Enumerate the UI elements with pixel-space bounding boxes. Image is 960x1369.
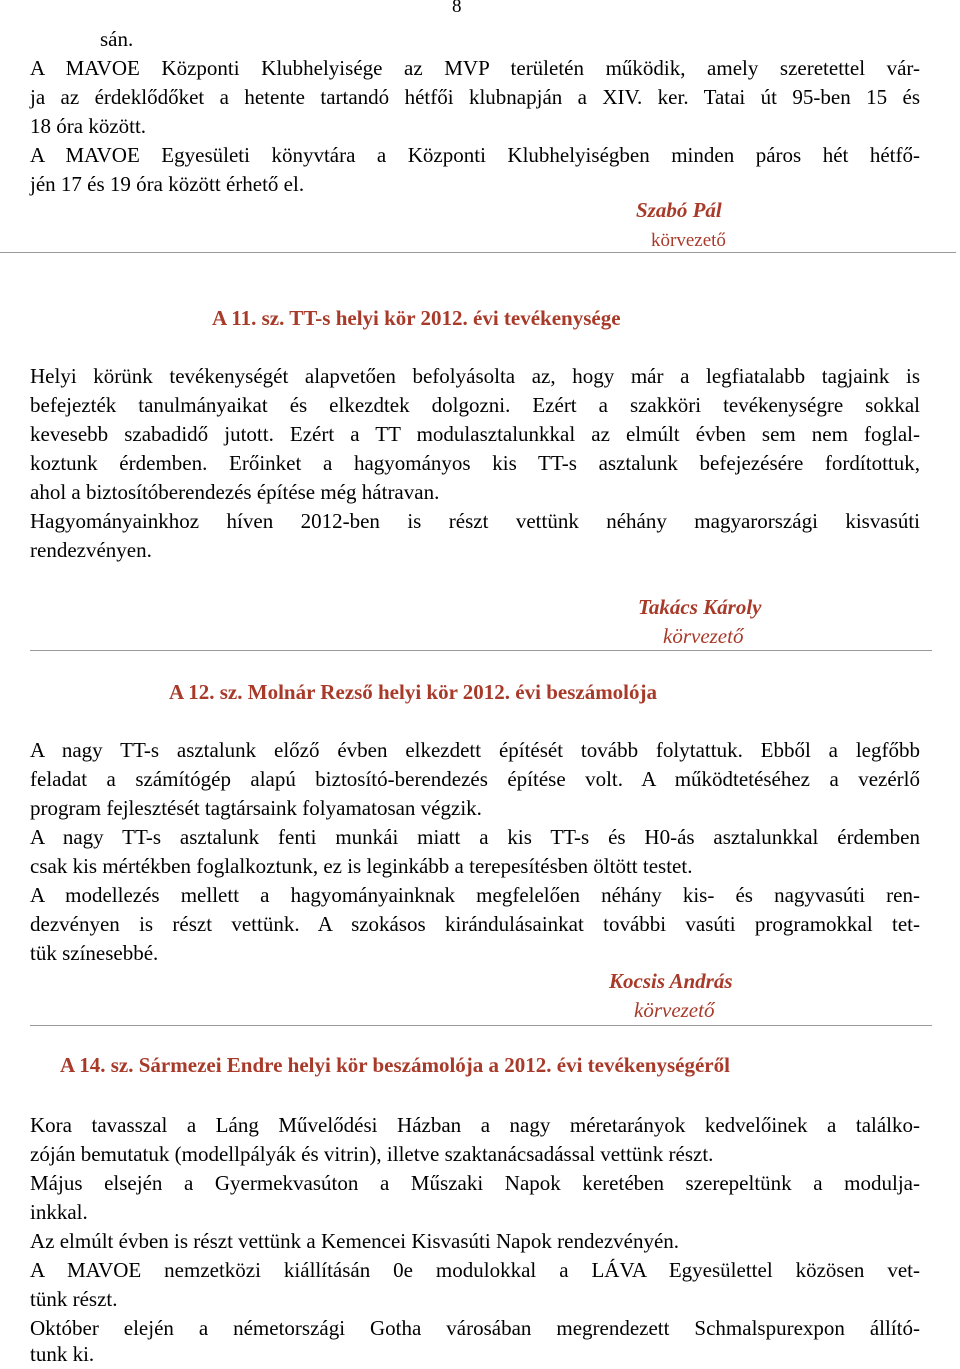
section-divider — [30, 1025, 932, 1026]
text-line: csak kis mértékben foglalkoztunk, ez is leginkább a terepesítésben öltött testet. — [30, 854, 693, 878]
text-line: koztunk érdemben. Erőinket a hagyományos kis TT-s asztalunk befejezésére fordítottuk, — [30, 451, 920, 475]
signature-name: Kocsis András — [609, 969, 733, 993]
text-line: dezvényen is részt vettünk. A szokásos kirándulásainkat további vasúti programokkal tet- — [30, 912, 920, 936]
page-number: 8 — [452, 0, 462, 17]
text-line: A MAVOE Egyesületi könyvtára a Központi Klubhelyiségben minden páros hét hétfő- — [30, 143, 920, 167]
section-heading: A 14. sz. Sármezei Endre helyi kör beszámolója a 2012. évi tevékenységéről — [60, 1053, 730, 1077]
text-line: ahol a biztosítóberendezés építése még hátravan. — [30, 480, 440, 504]
text-line: A MAVOE Központi Klubhelyisége az MVP területén működik, amely szeretettel vár- — [30, 56, 920, 80]
text-line: A modellezés mellett a hagyományainknak megfelelően néhány kis- és nagyvasúti ren- — [30, 883, 920, 907]
text-line: befejezték tanulmányaikat és elkezdtek dolgozni. Ezért a szakköri tevékenységre sokkal — [30, 393, 920, 417]
signature-role: körvezető — [663, 624, 744, 648]
text-line: program fejlesztését tagtársaink folyamatosan végzik. — [30, 796, 482, 820]
text-line: A MAVOE nemzetközi kiállításán 0e modulokkal a LÁVA Egyesülettel közösen vet- — [30, 1258, 920, 1282]
text-line: tük színesebbé. — [30, 941, 159, 965]
text-line: Október elején a németországi Gotha városában megrendezett Schmalspurexpon állító- — [30, 1316, 920, 1340]
text-line: Helyi körünk tevékenységét alapvetően befolyásolta az, hogy már a legfiatalabb tagjaink is — [30, 364, 920, 388]
signature-role: körvezető — [651, 230, 726, 251]
text-line: Május elsején a Gyermekvasúton a Műszaki Napok keretében szerepeltünk a modulja- — [30, 1171, 920, 1195]
signature-name: Szabó Pál — [636, 198, 722, 222]
text-line: Az elmúlt évben is részt vettünk a Kemencei Kisvasúti Napok rendezvényén. — [30, 1229, 680, 1253]
text-line: rendezvényen. — [30, 538, 152, 562]
section-heading: A 12. sz. Molnár Rezső helyi kör 2012. évi beszámolója — [169, 680, 658, 704]
text-line: kevesebb szabadidő jutott. Ezért a TT modulasztalunkkal az elmúlt évben sem nem foglal- — [30, 422, 920, 446]
signature-name: Takács Károly — [638, 595, 762, 619]
text-line: feladat a számítógép alapú biztosító-berendezés építése volt. A működtetéséhez a vezérlő — [30, 767, 920, 791]
text-line: ja az érdeklődőket a hetente tartandó hétfői klubnapján a XIV. ker. Tatai út 95-ben 15 és — [30, 85, 920, 109]
signature-role: körvezető — [634, 998, 715, 1022]
section-divider — [30, 650, 932, 651]
text-line: jén 17 és 19 óra között érhető el. — [30, 172, 305, 196]
text-line: sán. — [100, 27, 134, 51]
text-line: Hagyományainkhoz híven 2012-ben is részt vettünk néhány magyarországi kisvasúti — [30, 509, 920, 533]
text-line: tünk részt. — [30, 1287, 118, 1311]
text-line: Kora tavasszal a Láng Művelődési Házban a nagy méretarányok kedvelőinek a találko- — [30, 1113, 920, 1137]
text-line: A nagy TT-s asztalunk előző évben elkezdett építését tovább folytattuk. Ebből a legfőbb — [30, 738, 920, 762]
text-line: 18 óra között. — [30, 114, 147, 138]
section-heading: A 11. sz. TT-s helyi kör 2012. évi tevékenysége — [212, 306, 621, 330]
text-line: zóján bemutatuk (modellpályák és vitrin), illetve szaktanácsadással vettünk részt. — [30, 1142, 714, 1166]
text-line: inkkal. — [30, 1200, 88, 1224]
section-divider — [0, 252, 956, 253]
text-line: tunk ki. — [30, 1342, 95, 1366]
text-line: A nagy TT-s asztalunk fenti munkái miatt a kis TT-s és H0-ás asztalunkkal érdemben — [30, 825, 920, 849]
